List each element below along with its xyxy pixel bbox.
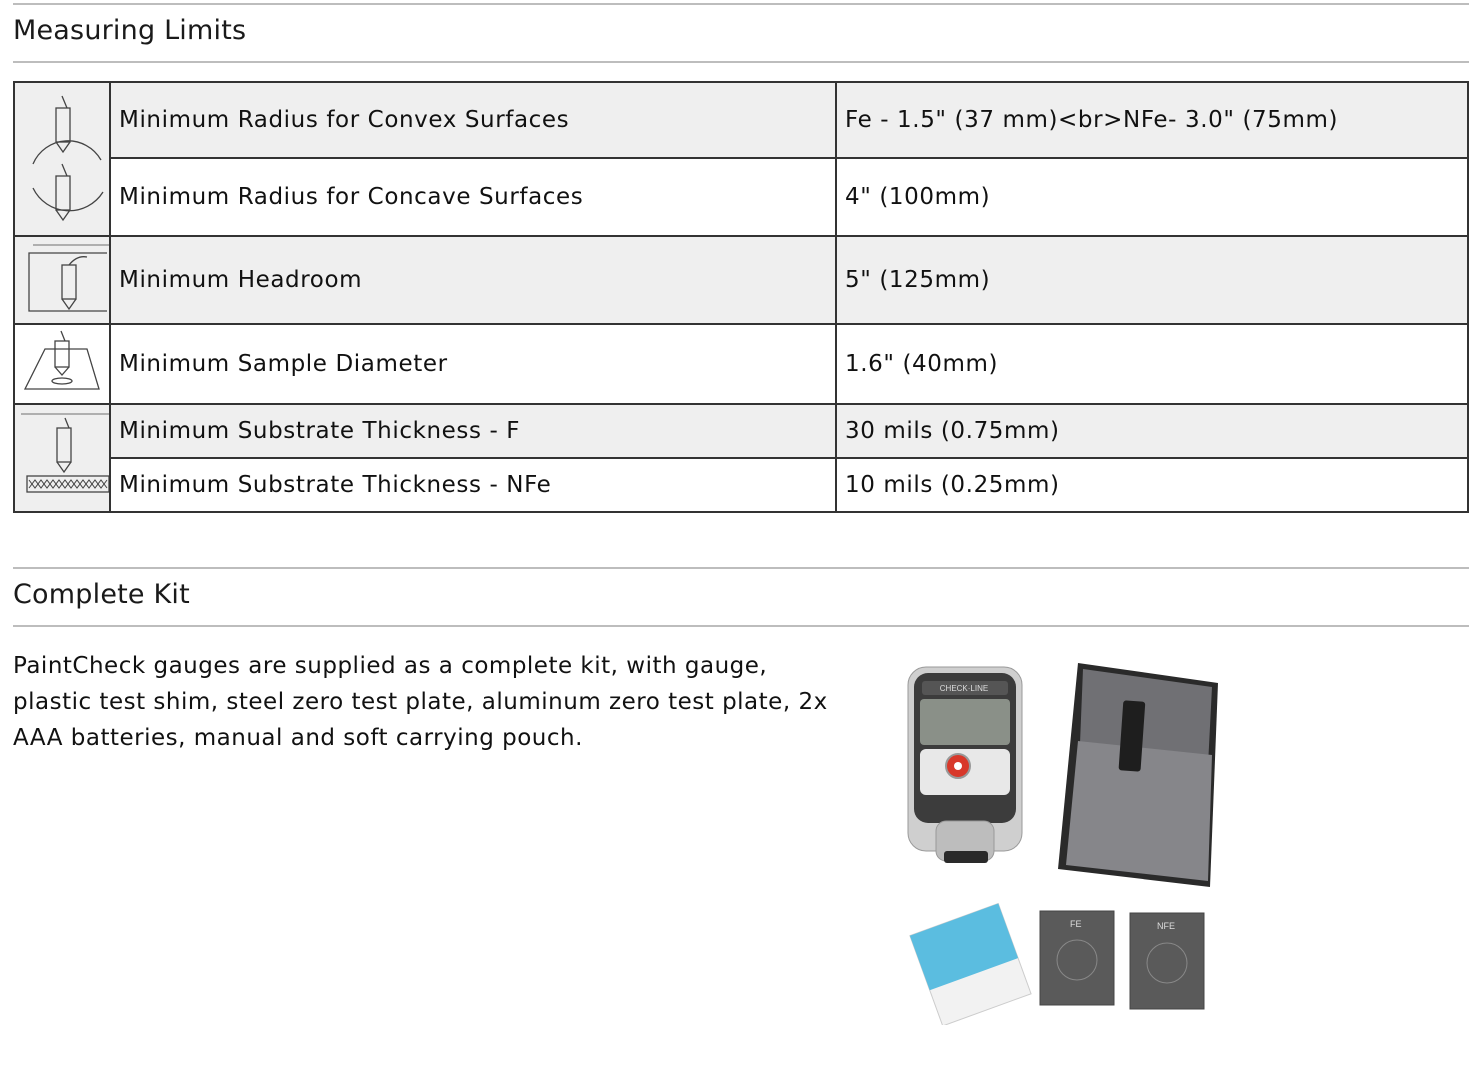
substrate-thickness-diagram-cell — [14, 404, 110, 512]
measuring-limits-table — [13, 81, 1469, 513]
title-divider — [13, 625, 1469, 627]
row-label: Minimum Radius for Convex Surfaces — [110, 82, 836, 158]
section-title-measuring-limits: Measuring Limits — [13, 15, 247, 46]
row-label: Minimum Substrate Thickness - F — [110, 404, 836, 458]
fe-plate-label: FE — [1070, 919, 1082, 929]
gauge-brand-text: CHECK·LINE — [939, 684, 989, 693]
nfe-plate-label: NFE — [1157, 921, 1175, 931]
table-row — [14, 158, 1468, 236]
sample-diameter-diagram-icon — [15, 325, 109, 403]
headroom-diagram-icon — [15, 237, 109, 323]
row-value: Fe - 1.5" (37 mm)<br>NFe- 3.0" (75mm) — [836, 82, 1468, 158]
substrate-thickness-diagram-icon — [15, 406, 109, 510]
row-value: 5" (125mm) — [836, 236, 1468, 324]
table-row — [14, 82, 1468, 158]
row-label: Minimum Substrate Thickness - NFe — [110, 458, 836, 512]
top-divider — [13, 3, 1469, 5]
fe-plate-image — [1040, 911, 1114, 1005]
radius-diagram-icon — [15, 84, 109, 234]
row-label: Minimum Radius for Concave Surfaces — [110, 158, 836, 236]
row-value: 10 mils (0.25mm) — [836, 458, 1468, 512]
row-value: 30 mils (0.75mm) — [836, 404, 1468, 458]
row-value: 1.6" (40mm) — [836, 324, 1468, 404]
table-row — [14, 404, 1468, 458]
table-row — [14, 324, 1468, 404]
table-row — [14, 236, 1468, 324]
kit-product-image — [898, 655, 1228, 1025]
radius-diagram-cell — [14, 82, 110, 236]
carrying-pouch-image — [1058, 663, 1218, 887]
test-shim-image — [910, 904, 1031, 1025]
row-label: Minimum Sample Diameter — [110, 324, 836, 404]
title-divider — [13, 61, 1469, 63]
gauge-image — [908, 667, 1022, 863]
table-row — [14, 458, 1468, 512]
section-divider — [13, 567, 1469, 569]
row-value: 4" (100mm) — [836, 158, 1468, 236]
sample-diameter-diagram-cell — [14, 324, 110, 404]
section-title-complete-kit: Complete Kit — [13, 579, 190, 610]
kit-description: PaintCheck gauges are supplied as a complete kit, with gauge, plastic test shim, steel zero test plate, aluminum zero test plate, 2x AAA batteries, manual and soft carrying pouch. — [13, 653, 828, 751]
row-label: Minimum Headroom — [110, 236, 836, 324]
headroom-diagram-cell — [14, 236, 110, 324]
nfe-plate-image — [1130, 913, 1204, 1009]
